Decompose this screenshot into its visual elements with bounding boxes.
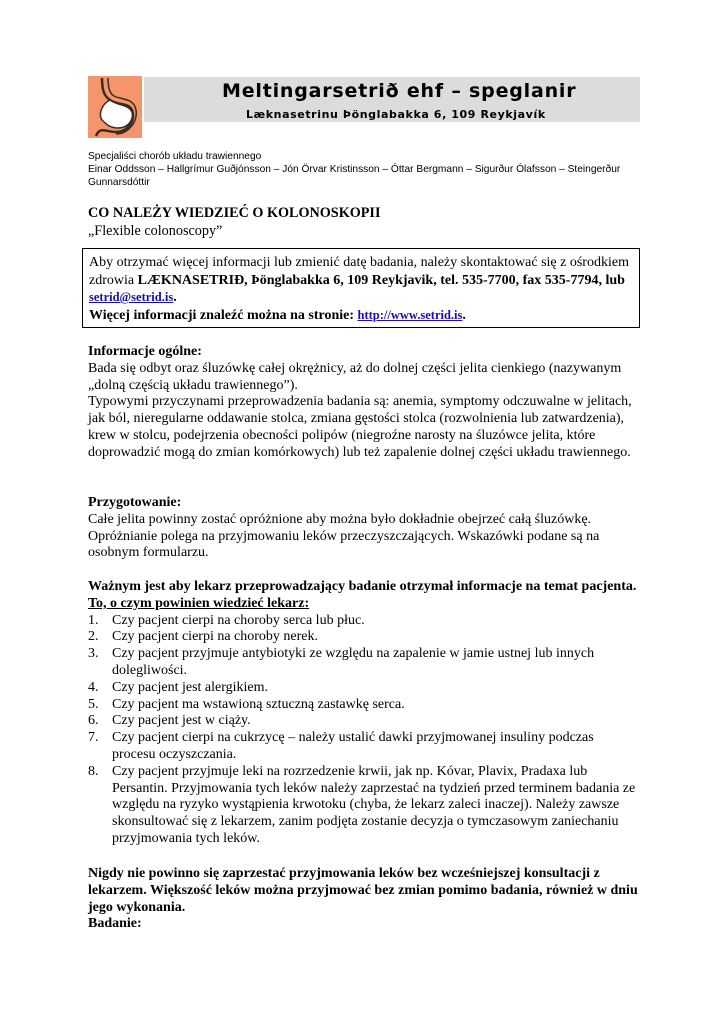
header-title: Meltingarsetrið ehf – speglanir — [222, 80, 577, 102]
website-label: Więcej informacji znaleźć można na stronie: — [89, 307, 358, 323]
stomach-logo-icon — [88, 76, 142, 138]
specialists-block — [88, 150, 648, 189]
preparation-paragraph: Całe jelita powinny zostać opróżnione aby można było dokładnie obejrzeć całą śluzówkę. Opróżnianie polega na przyjmowaniu leków przeczyszczających. Wskazówki podane są na osobnym formularzu. — [88, 511, 600, 561]
list-item-number: 6. — [88, 713, 99, 729]
list-item — [88, 764, 640, 848]
specialists-names: Einar Oddsson – Hallgrímur Guðjónsson – Jón Örvar Kristinsson – Óttar Bergmann – Sigurður Ólafsson – Steingerður Gunnarsdóttir — [88, 164, 621, 188]
list-item — [88, 697, 640, 714]
list-item — [88, 613, 640, 630]
list-item-number: 4. — [88, 679, 99, 695]
contact-info-box — [82, 248, 640, 328]
list-item-text: Czy pacjent jest w ciąży. — [112, 713, 251, 729]
doctor-questions-list — [88, 613, 640, 848]
list-item-text: Czy pacjent cierpi na choroby serca lub płuc. — [112, 612, 365, 628]
contact-address: LÆKNASETRIÐ, Þönglabakka 6, 109 Reykjavik, tel. 535-7700, fax 535-7794, lub — [137, 272, 625, 288]
list-item-text: Czy pacjent jest alergikiem. — [112, 679, 269, 695]
document-title-block — [88, 204, 380, 240]
doctor-info-section — [88, 579, 640, 848]
general-info-title: Informacje ogólne: — [88, 344, 202, 359]
email-link[interactable]: setrid@setrid.is — [89, 290, 174, 304]
preparation-section — [88, 495, 640, 562]
header-subtitle: Læknasetrinu Þönglabakka 6, 109 Reykjavík — [246, 108, 546, 121]
specialists-heading: Specjaliści chorób układu trawiennego — [88, 151, 262, 162]
general-info-paragraph-1: Bada się odbyt oraz śluzówkę całej okrężnicy, aż do dolnej części jelita cienkiego (nazywanym „dolną częścią układu trawiennego”). — [88, 360, 622, 393]
contact-dot: . — [173, 290, 177, 305]
list-item — [88, 629, 640, 646]
list-item-number: 2. — [88, 629, 99, 645]
list-item — [88, 730, 640, 764]
document-subtitle: „Flexible colonoscopy” — [88, 223, 223, 239]
list-item-text: Czy pacjent cierpi na choroby nerek. — [112, 629, 319, 645]
list-item-number: 8. — [88, 763, 99, 779]
preparation-title: Przygotowanie: — [88, 495, 182, 510]
list-item-number: 7. — [88, 730, 99, 746]
list-item — [88, 646, 640, 680]
list-item-number: 3. — [88, 646, 99, 662]
warning-section — [88, 866, 640, 933]
list-item-text: Czy pacjent przyjmuje leki na rozrzedzenie krwii, jak np. Kóvar, Plavix, Pradaxa lub Persantin. Przyjmowania tych leków należy zaprzestać na tydzień przed terminem badania ze względu na ryzyko wystąpienia krwotoku (chyba, że lekarz zaleci inaczej). Należy zawsze skonsultować się z lekarzem, zanim podjęta zostanie decyzja o tymczasowym zaniechaniu przyjmowania tych leków. — [112, 763, 636, 846]
list-item-number: 1. — [88, 612, 99, 628]
document-title: CO NALEŻY WIEDZIEĆ O KOLONOSKOPII — [88, 205, 381, 221]
doctor-info-intro-underlined: To, o czym powinien wiedzieć lekarz: — [88, 595, 310, 611]
list-item-text: Czy pacjent ma wstawioną sztuczną zastawkę serca. — [112, 696, 405, 712]
general-info-section — [88, 344, 640, 462]
list-item — [88, 713, 640, 730]
website-dot: . — [462, 307, 466, 323]
list-item-text: Czy pacjent cierpi na cukrzycę – należy ustalić dawki przyjmowanej insuliny podczas procesu oczyszczania. — [112, 730, 594, 762]
list-item-number: 5. — [88, 696, 99, 712]
doctor-info-intro — [88, 579, 640, 613]
general-info-paragraph-2: Typowymi przyczynami przeprowadzenia badania są: anemia, symptomy odczuwalne w jelitach, jak ból, nieregularne oddawanie stolca, zmiana gęstości stolca (rozwolnienia lub zatwardzenia), krew w stolcu, podejrzenia obecności polipów (niegroźne narosty na śluzówce jelita, które doprowadzić mogą do zmian komórkowych) lub też zapalenie dolnej części układu trawiennego. — [88, 394, 632, 460]
warning-text: Nigdy nie powinno się zaprzestać przyjmowania leków bez wcześniejszej konsultacji z lekarzem. Większość leków można przyjmować bez zmian pomimo badania, również w dniu jego wykonania. — [88, 866, 638, 915]
website-link[interactable]: http://www.setrid.is — [357, 307, 463, 322]
list-item — [88, 680, 640, 697]
list-item-text: Czy pacjent przyjmuje antybiotyki ze względu na zapalenie w jamie ustnej lub innych dolegliwości. — [112, 646, 595, 678]
contact-text: Aby otrzymać więcej informacji lub zmienić datę badania, należy skontaktować się z ośrodkiem zdrowia — [89, 255, 629, 288]
procedure-title: Badanie: — [88, 916, 142, 932]
doctor-info-intro-bold: Ważnym jest aby lekarz przeprowadzający badanie otrzymał informacje na temat pacjenta. — [88, 579, 637, 594]
